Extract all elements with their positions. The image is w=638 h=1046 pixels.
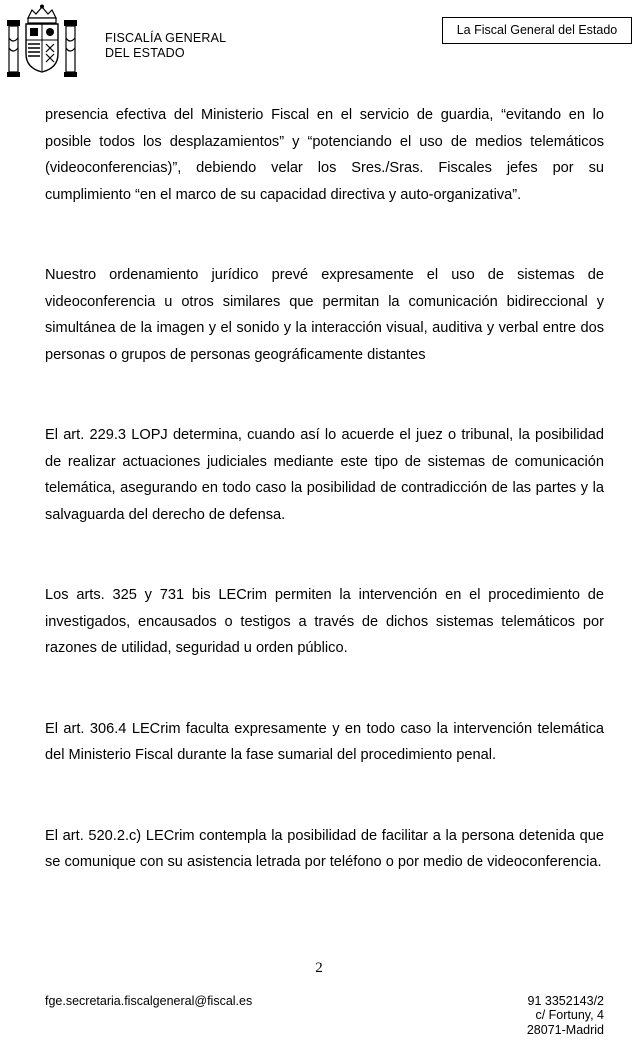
paragraph-6: El art. 520.2.c) LECrim contempla la posibilidad de facilitar a la persona detenida que se comunique con su asistencia letrada por teléfono o por medio de videoconferencia.: [45, 827, 604, 870]
signatory-title-box: La Fiscal General del Estado: [442, 17, 632, 44]
document-body: [45, 102, 604, 930]
organization-name-line-1: FISCALÍA GENERAL: [105, 31, 227, 45]
footer-phone: 91 3352143/2: [527, 994, 604, 1008]
page-number: 2: [315, 960, 323, 976]
paragraph-1: presencia efectiva del Ministerio Fiscal en el servicio de guardia, “evitando en lo posible todos los desplazamientos” y “potenciando el uso de medios telemáticos (videoconferencias)”, debiendo velar los Sres./Sras. Fiscales jefes por su cumplimiento “en el marco de su capacidad directiva y auto-organizativa”.: [45, 107, 604, 203]
organization-name: [105, 31, 226, 60]
footer-email: fge.secretaria.fiscalgeneral@fiscal.es: [45, 994, 253, 1008]
coat-of-arms-icon: [6, 4, 78, 80]
footer-street: c/ Fortuny, 4: [535, 1008, 604, 1023]
footer-city: 28071-Madrid: [526, 1022, 604, 1037]
paragraph-3: El art. 229.3 LOPJ determina, cuando así lo acuerde el juez o tribunal, la posibilidad de realizar actuaciones judiciales mediante este tipo de sistemas de comunicación telemática, asegurando en todo caso la posibilidad de contradicción de las partes y la salvaguarda del derecho de defensa.: [45, 427, 604, 523]
paragraph-2: Nuestro ordenamiento jurídico prevé expresamente el uso de sistemas de videoconferencia u otros similares que permitan la comunicación bidireccional y simultánea de la imagen y el sonido y la interacción visual, auditiva y verbal entre dos personas o grupos de personas geográficamente distantes: [45, 267, 604, 363]
footer-address: [527, 994, 604, 1037]
paragraph-5: El art. 306.4 LECrim faculta expresamente y en todo caso la intervención telemática del Ministerio Fiscal durante la fase sumarial del procedimiento penal.: [45, 720, 604, 763]
paragraph-4: Los arts. 325 y 731 bis LECrim permiten la intervención en el procedimiento de investigados, encausados o testigos a través de dichos sistemas telemáticos por razones de utilidad, seguridad u orden público.: [45, 587, 604, 656]
organization-name-line-2: DEL ESTADO: [105, 45, 185, 60]
